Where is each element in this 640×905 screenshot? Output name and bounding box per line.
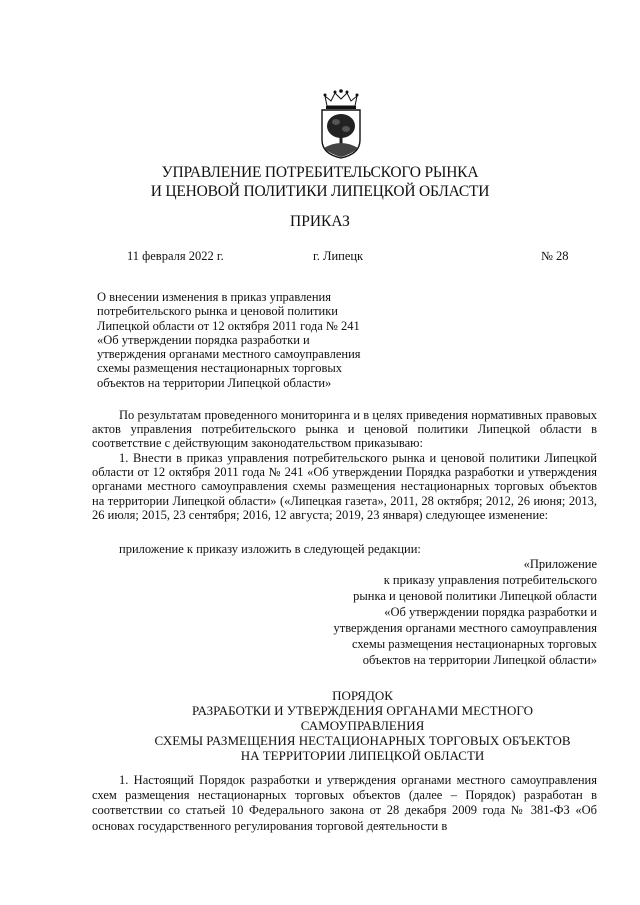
subject-line: О внесении изменения в приказ управления xyxy=(97,290,331,304)
document-number: № 28 xyxy=(541,249,569,263)
order-title-line: РАЗРАБОТКИ И УТВЕРЖДЕНИЯ ОРГАНАМИ МЕСТНОГО xyxy=(192,703,533,718)
appendix-intro-paragraph: приложение к приказу изложить в следующей редакции: xyxy=(119,542,421,556)
order-title-line: СХЕМЫ РАЗМЕЩЕНИЯ НЕСТАЦИОНАРНЫХ ТОРГОВЫХ ОБЪЕКТОВ xyxy=(154,733,571,748)
subject-line: схемы размещения нестационарных торговых xyxy=(97,361,343,376)
document-date: 11 февраля 2022 г. xyxy=(127,249,224,263)
appendix-line: рынка и ценовой политики Липецкой области xyxy=(353,589,597,603)
subject-line: «Об утверждении порядка разработки и xyxy=(97,332,310,347)
order-title-line: НА ТЕРРИТОРИИ ЛИПЕЦКОЙ ОБЛАСТИ xyxy=(240,748,485,763)
organization-name-line1: УПРАВЛЕНИЕ ПОТРЕБИТЕЛЬСКОГО РЫНКА xyxy=(161,164,479,181)
subject-line: потребительского рынка и ценовой политики xyxy=(97,304,338,319)
order-title-line: ПОРЯДОК xyxy=(332,688,393,703)
subject-line: Липецкой области от 12 октября 2011 года № 241 xyxy=(97,318,360,333)
order-title-line: САМОУПРАВЛЕНИЯ xyxy=(300,718,425,733)
preamble-paragraph: По результатам проведенного мониторинга и в целях приведения нормативных правовых актов управления потребительского рынка и ценовой политики Липецкой области в соответствие с действующим законодательством приказываю: xyxy=(92,408,597,451)
subject-line: утверждения органами местного самоуправления xyxy=(97,347,361,362)
subject-line: объектов на территории Липецкой области» xyxy=(97,375,332,390)
coat-of-arms-emblem xyxy=(316,88,366,160)
clause-1-paragraph: 1. Внести в приказ управления потребительского рынка и ценовой политики Липецкой области от 12 октября 2011 года № 241 «Об утверждении Порядка разработки и утверждения органами местного самоуправления схемы размещения нестационарных торговых объектов на территории Липецкой области» («Липецкая газета», 2011, 28 октября; 2012, 26 июня; 2013, 26 июля; 2015, 23 сентября; 2016, 12 августа; 2019, 23 января) следующее изменение: xyxy=(92,451,597,522)
appendix-line: к приказу управления потребительского xyxy=(383,573,597,587)
order-title xyxy=(0,688,640,763)
appendix-line: «Об утверждении порядка разработки и xyxy=(384,605,597,619)
document-city: г. Липецк xyxy=(313,249,364,263)
organization-name-line2: И ЦЕНОВОЙ ПОЛИТИКИ ЛИПЕЦКОЙ ОБЛАСТИ xyxy=(150,183,490,200)
document-subject xyxy=(97,290,397,390)
appendix-line: схемы размещения нестационарных торговых xyxy=(351,637,597,651)
appendix-line: объектов на территории Липецкой области» xyxy=(362,653,597,667)
appendix-line: «Приложение xyxy=(523,557,597,571)
order-clause-1-paragraph: 1. Настоящий Порядок разработки и утверждения органами местного самоуправления схем размещения нестационарных торговых объектов (далее – Порядок) разработан в соответствии со статьей 10 Федерального закона от 28 декабря 2009 года № 381-ФЗ «Об основах государственного регулирования торговой деятельности в xyxy=(92,773,597,833)
document-type: ПРИКАЗ xyxy=(290,213,350,230)
appendix-line: утверждения органами местного самоуправления xyxy=(333,621,597,635)
appendix-header xyxy=(300,556,597,668)
